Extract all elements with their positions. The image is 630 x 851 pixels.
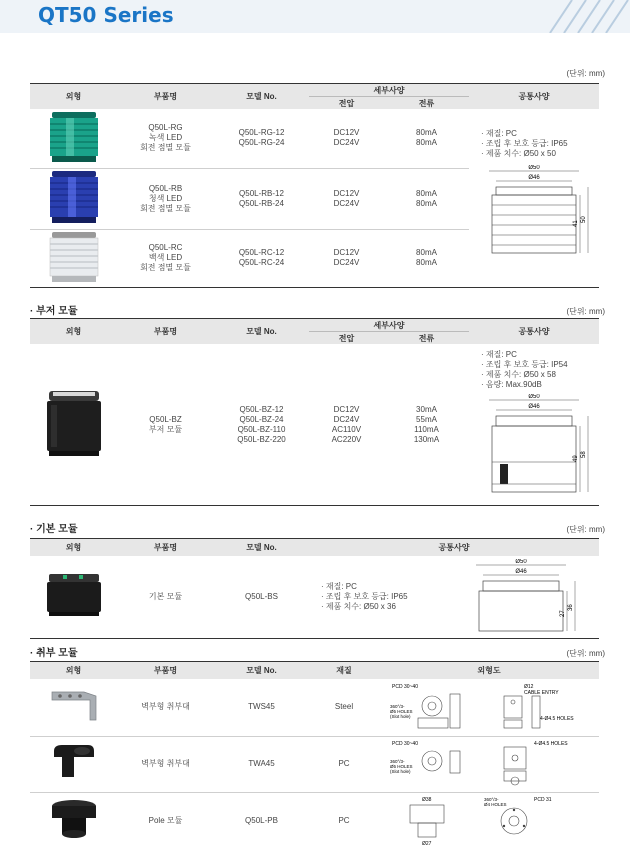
voltage: DC12V	[333, 404, 360, 414]
drawing-label: Ø5 HOLES	[390, 763, 413, 769]
product-image-basic	[30, 556, 117, 638]
drawing-label: 360°/3-	[390, 758, 405, 764]
drawing-label: CABLE ENTRY	[524, 689, 559, 696]
voltage: AC220V	[331, 434, 362, 444]
model-number: Q50L-BZ-220	[237, 434, 286, 444]
col-header-part: 부품명	[117, 84, 214, 110]
col-header-part: 부품명	[117, 539, 214, 557]
part-name: Pole 모듈	[148, 816, 183, 826]
spec-line: · 재질: PC	[321, 581, 357, 591]
voltage: DC12V	[333, 248, 360, 257]
dim-label: Ø50	[528, 165, 540, 171]
part-name: 벽부형 취부대	[141, 702, 190, 712]
model-number: Q50L-RC-12	[238, 248, 285, 257]
spec-line: · 조립 후 보호 등급: IP65	[321, 591, 408, 601]
unit-label: (단위: mm)	[566, 69, 605, 78]
current: 55mA	[416, 414, 437, 424]
drawing-cell	[379, 792, 599, 850]
spec-line: · 제품 치수: Ø50 x 50	[481, 149, 556, 158]
col-header-current: 전류	[384, 332, 469, 345]
table-row	[30, 679, 599, 736]
technical-drawing	[384, 680, 594, 732]
spec-line: · 조립 후 보호 등급: IP65	[481, 139, 568, 148]
section-title-basic: · 기본 모듈	[30, 524, 78, 535]
col-header-detail: 세부사양	[309, 319, 469, 332]
drawing-label: Ø5 HOLES	[390, 708, 413, 714]
drawing-label: Ø27	[422, 840, 432, 847]
material: Steel	[334, 702, 354, 712]
common-spec-cell	[469, 109, 599, 287]
col-header-part: 부품명	[117, 662, 214, 680]
drawing-label: Ø12	[524, 683, 534, 690]
dimension-drawing	[461, 559, 581, 635]
product-image-white	[30, 229, 117, 287]
drawing-label: (Slot hole)	[390, 768, 411, 774]
common-spec-cell	[469, 344, 599, 506]
model-number: Q50L-BS	[245, 591, 278, 601]
header-bar	[0, 0, 630, 33]
col-header-image: 외형	[30, 662, 117, 680]
col-header-model: 모델 No.	[214, 539, 309, 557]
col-header-model: 모델 No.	[214, 319, 309, 345]
voltage: DC12V	[333, 188, 360, 198]
led-module-table	[30, 83, 599, 288]
voltage: DC12V	[333, 128, 360, 138]
current: 80mA	[416, 248, 437, 257]
drawing-cell	[379, 736, 599, 792]
part-name-line: Q50L-RB	[148, 183, 183, 193]
unit-label: (단위: mm)	[566, 307, 605, 316]
part-name-line: 백색 LED	[148, 253, 183, 262]
part-name-line: 회전 점멸 모듈	[140, 143, 191, 153]
col-header-image: 외형	[30, 539, 117, 557]
dim-label: 58	[581, 451, 587, 458]
col-header-image: 외형	[30, 319, 117, 345]
spec-line: · 제품 치수: Ø50 x 58	[481, 370, 556, 379]
current: 130mA	[413, 434, 440, 444]
current: 80mA	[416, 198, 437, 208]
dim-label: 49	[573, 455, 579, 462]
part-name-line: Q50L-RG	[148, 123, 183, 133]
dim-label: Ø46	[528, 404, 540, 410]
part-name-line: Q50L-RC	[148, 243, 183, 252]
model-number: Q50L-RG-12	[238, 128, 285, 138]
dim-label: 27	[560, 610, 566, 617]
table-row	[30, 792, 599, 850]
model-number: Q50L-RC-24	[238, 258, 285, 267]
current: 80mA	[416, 138, 437, 148]
table-row	[30, 109, 599, 168]
unit-label: (단위: mm)	[566, 649, 605, 658]
voltage: AC110V	[331, 424, 362, 434]
product-image-green	[30, 109, 117, 168]
dim-label: 41	[573, 220, 579, 227]
col-header-current: 전류	[384, 97, 469, 110]
col-header-drawing: 외형도	[379, 662, 599, 680]
dim-label: Ø46	[528, 175, 540, 181]
material: PC	[338, 759, 350, 768]
voltage: DC24V	[333, 198, 360, 208]
model-number: Q50L-RG-24	[238, 138, 285, 148]
technical-drawing	[384, 793, 594, 847]
part-name-line: 회전 점멸 모듈	[140, 203, 191, 213]
dim-label: 36	[568, 604, 574, 611]
header-stripes-decoration	[540, 0, 630, 33]
product-image-buzzer	[30, 344, 117, 506]
voltage: DC24V	[333, 258, 360, 267]
part-name-line: 부저 모듈	[148, 424, 183, 434]
dimension-drawing	[474, 394, 594, 502]
section-title-buzzer: · 부저 모듈	[30, 306, 78, 317]
product-image-tws45	[30, 679, 117, 736]
model-number: Q50L-PB	[245, 816, 278, 826]
drawing-label: PCD 30~40	[392, 740, 418, 747]
model-number: TWA45	[248, 759, 275, 768]
part-name-line: 청색 LED	[148, 193, 183, 203]
col-header-common: 공통사양	[469, 84, 599, 110]
model-number: Q50L-RB-24	[239, 198, 284, 208]
spec-line: · 조립 후 보호 등급: IP54	[481, 360, 568, 369]
dim-label: Ø46	[515, 568, 527, 575]
dim-label: Ø50	[528, 394, 540, 400]
current: 80mA	[416, 188, 437, 198]
col-header-common: 공통사양	[309, 539, 599, 557]
current: 80mA	[416, 258, 437, 267]
model-number: Q50L-BZ-24	[239, 414, 284, 424]
voltage: DC24V	[333, 138, 360, 148]
model-number: Q50L-BZ-12	[239, 404, 284, 414]
dim-label: Ø50	[515, 558, 527, 565]
part-name: 기본 모듈	[148, 591, 183, 601]
drawing-label: PCD 30~40	[392, 683, 418, 690]
col-header-image: 외형	[30, 84, 117, 110]
col-header-material: 재질	[309, 662, 379, 680]
drawing-label: 360°/3-	[484, 796, 499, 802]
current: 110mA	[414, 424, 439, 434]
drawing-label: Ø4 HOLES	[484, 801, 507, 807]
current: 30mA	[416, 404, 437, 414]
model-number: Q50L-BZ-110	[237, 424, 286, 434]
table-row	[30, 736, 599, 792]
col-header-voltage: 전압	[309, 332, 384, 345]
spec-line: · 제품 치수: Ø50 x 36	[321, 601, 396, 611]
part-name: 벽부형 취부대	[141, 759, 190, 768]
page-title: QT50 Series	[38, 3, 174, 27]
dim-label: 50	[581, 216, 587, 223]
drawing-label: 4-Ø4.5 HOLES	[534, 740, 568, 747]
section-title-mounting: · 취부 모듈	[30, 648, 78, 659]
voltage: DC24V	[333, 414, 360, 424]
product-image-blue	[30, 168, 117, 229]
spec-line: · 음량: Max.90dB	[481, 380, 542, 389]
col-header-model: 모델 No.	[214, 662, 309, 680]
unit-label: (단위: mm)	[566, 525, 605, 534]
basic-module-table	[30, 538, 599, 639]
part-name-line: 녹색 LED	[148, 133, 183, 143]
col-header-model: 모델 No.	[214, 84, 309, 110]
drawing-label: PCD 31	[534, 796, 552, 803]
table-row	[30, 344, 599, 506]
spec-line: · 재질: PC	[481, 129, 517, 138]
product-image-pole	[30, 792, 117, 850]
model-number: TWS45	[248, 702, 275, 712]
part-name-line: Q50L-BZ	[149, 414, 182, 424]
product-image-twa45	[30, 736, 117, 792]
drawing-label: 360°/3-	[390, 703, 405, 709]
col-header-voltage: 전압	[309, 97, 384, 110]
col-header-common: 공통사양	[469, 319, 599, 345]
table-row	[30, 556, 599, 638]
col-header-detail: 세부사양	[309, 84, 469, 97]
drawing-label: Ø38	[422, 796, 432, 803]
common-spec-cell	[309, 556, 599, 638]
dimension-drawing	[474, 165, 594, 265]
part-name-line: 회전 점멸 모듈	[140, 263, 191, 272]
material: PC	[338, 816, 350, 826]
current: 80mA	[416, 128, 437, 138]
col-header-part: 부품명	[117, 319, 214, 345]
technical-drawing	[384, 737, 594, 789]
model-number: Q50L-RB-12	[239, 188, 284, 198]
drawing-label: (Slot hole)	[390, 713, 411, 719]
mounting-module-table	[30, 661, 599, 850]
buzzer-module-table	[30, 318, 599, 506]
drawing-label: 4-Ø4.5 HOLES	[540, 715, 574, 722]
spec-line: · 재질: PC	[481, 350, 517, 359]
drawing-cell	[379, 679, 599, 736]
